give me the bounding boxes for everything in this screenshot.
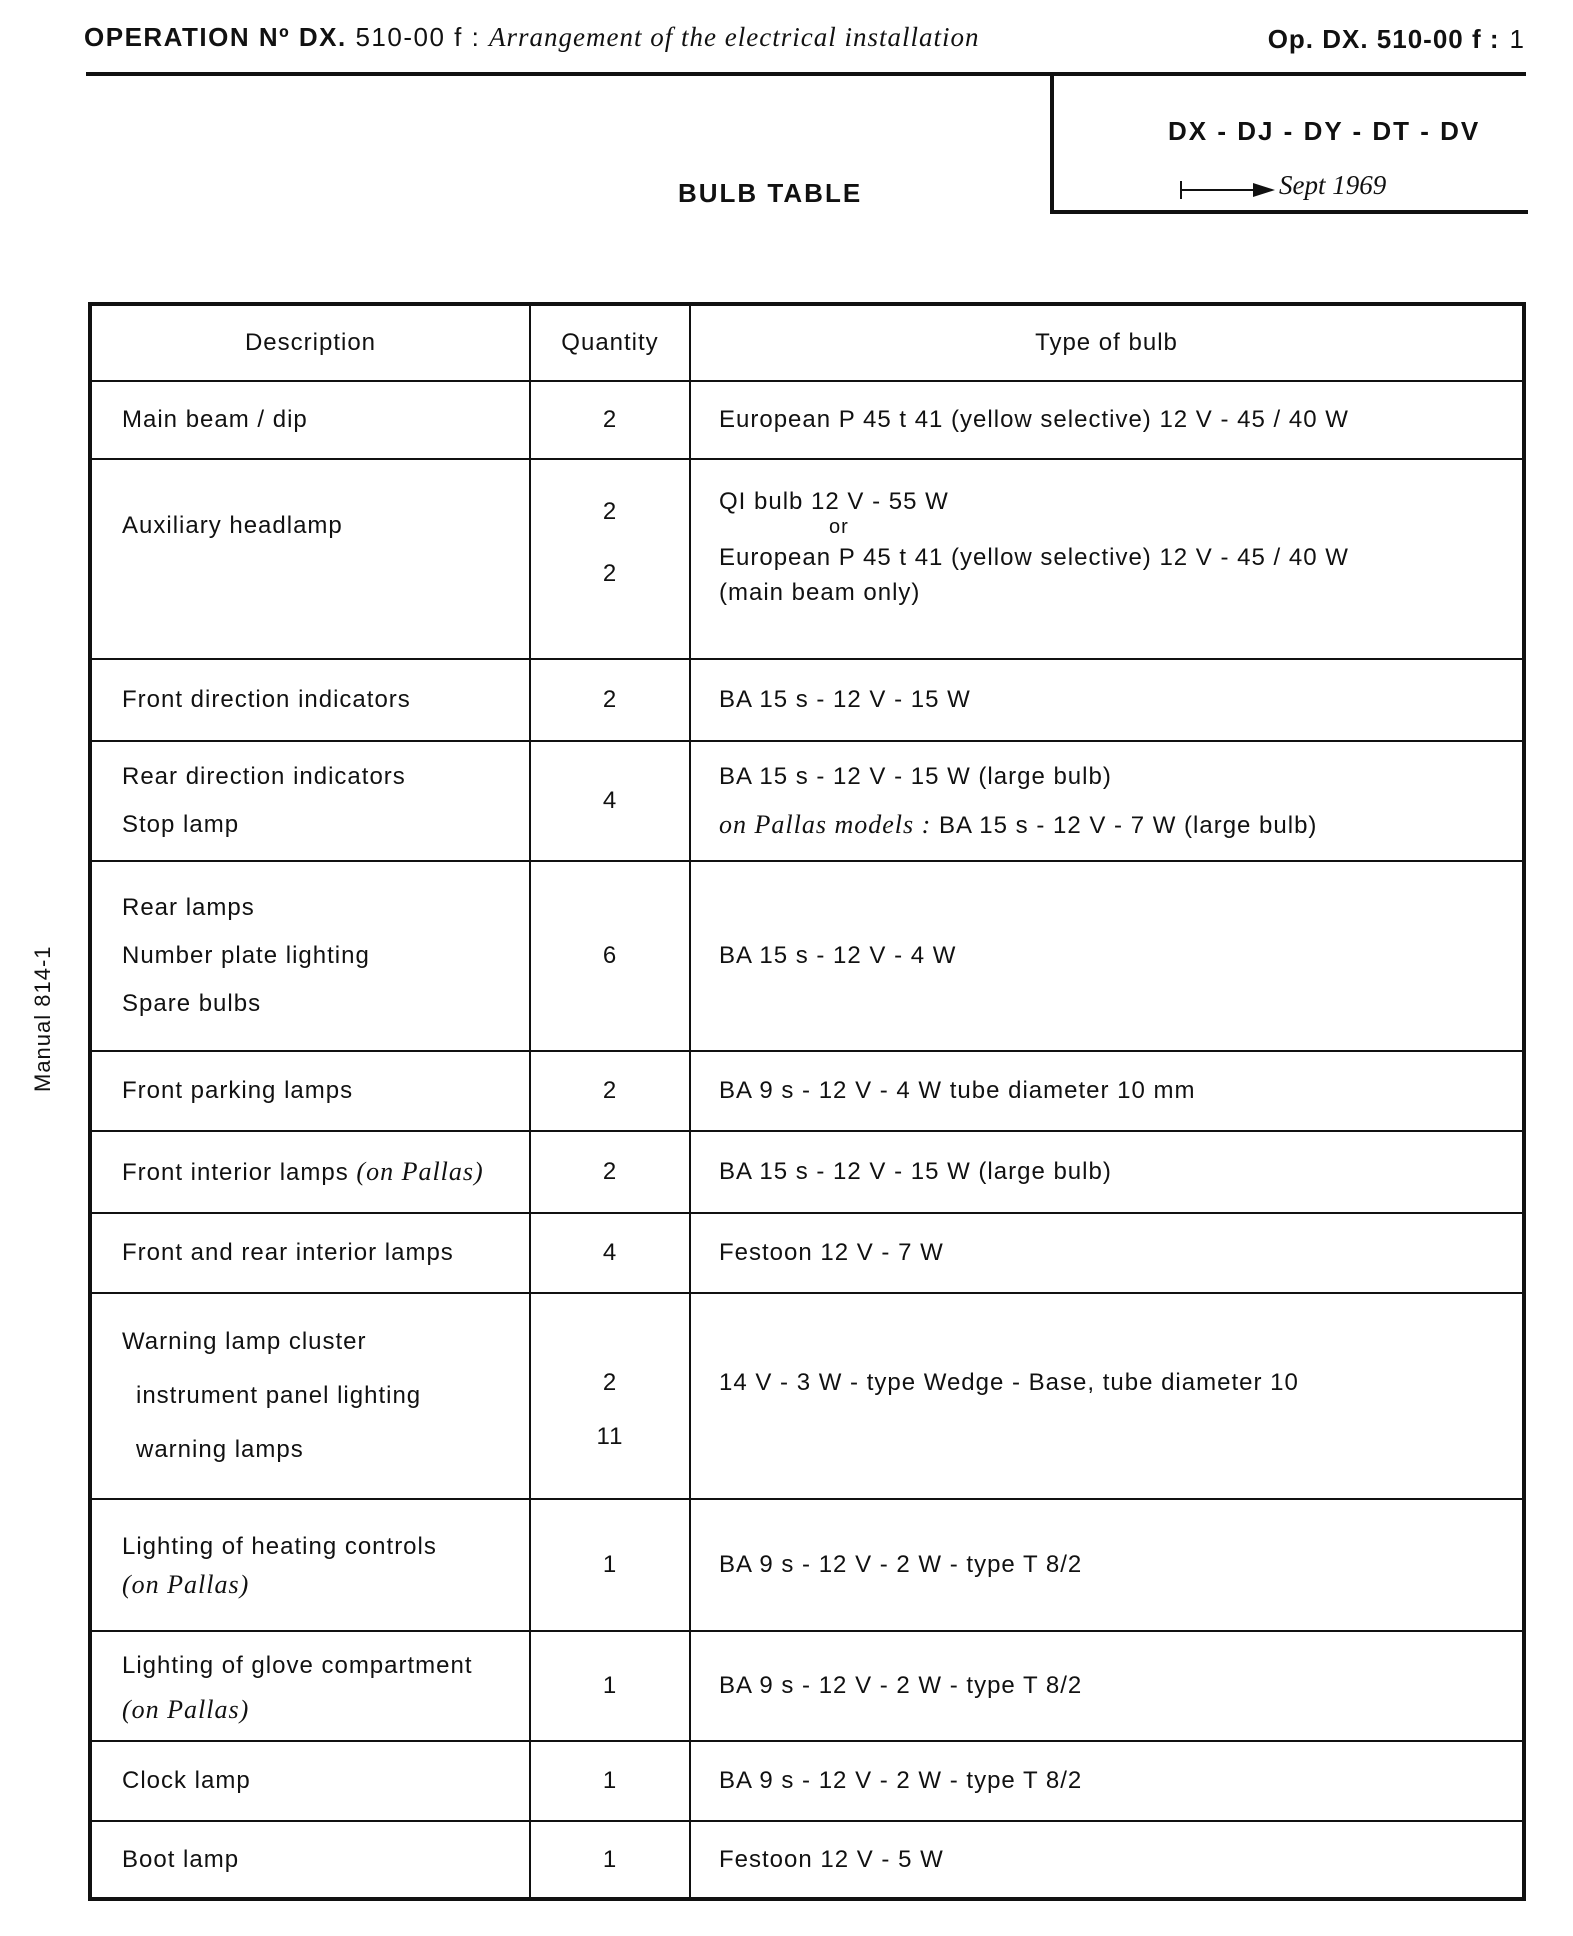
date-applicability [1180, 170, 1386, 201]
models-list: DX - DJ - DY - DT - DV [1168, 116, 1481, 146]
date-text: Sept 1969 [1279, 170, 1387, 200]
bulb-type-cell: BA 15 s - 12 V - 15 W (large bulb) [690, 1131, 1524, 1213]
quantity-cell: 2 11 [530, 1293, 690, 1499]
description-cell: Front interior lamps (on Pallas) [90, 1131, 530, 1213]
bulb-type-cell: BA 9 s - 12 V - 2 W - type T 8/2 [690, 1631, 1524, 1741]
quantity-cell: 2 [530, 381, 690, 459]
side-label: Manual 814-1 [30, 945, 55, 1092]
reference-code: Op. DX. 510-00 f : [1267, 24, 1500, 54]
table-row [90, 659, 1524, 741]
bulb-type-cell: QI bulb 12 V - 55 W or European P 45 t 41 (yellow selective) 12 V - 45 / 40 W (main beam only) [690, 459, 1524, 659]
description-cell: Boot lamp [90, 1821, 530, 1899]
quantity-cell: 6 [530, 861, 690, 1051]
bulb-type-cell: European P 45 t 41 (yellow selective) 12 V - 45 / 40 W [690, 381, 1524, 459]
header-reference [1268, 24, 1525, 55]
operation-title: Arrangement of the electrical installation [489, 22, 980, 52]
table-row [90, 1131, 1524, 1213]
quantity-cell: 4 [530, 741, 690, 861]
bulb-type-cell: 14 V - 3 W - type Wedge - Base, tube diameter 10 [690, 1293, 1524, 1499]
quantity-cell: 4 [530, 1213, 690, 1293]
page-title: BULB TABLE [678, 178, 863, 208]
column-header: Quantity [530, 304, 690, 381]
column-header: Description [90, 304, 530, 381]
description-cell: Front parking lamps [90, 1051, 530, 1131]
bulb-type-cell: BA 9 s - 12 V - 2 W - type T 8/2 [690, 1499, 1524, 1631]
table-row [90, 381, 1524, 459]
bulb-type-cell: BA 15 s - 12 V - 4 W [690, 861, 1524, 1051]
operation-label: OPERATION Nº [84, 22, 291, 52]
description-cell: Rear direction indicators Stop lamp [90, 741, 530, 861]
arrow-right-icon [1180, 181, 1275, 195]
bulb-table [88, 302, 1526, 1901]
description-cell: Warning lamp cluster instrument panel lighting warning lamps [90, 1293, 530, 1499]
bulb-type-cell: BA 9 s - 12 V - 4 W tube diameter 10 mm [690, 1051, 1524, 1131]
table-row [90, 741, 1524, 861]
table-row [90, 1213, 1524, 1293]
operation-number: 510-00 f : [355, 22, 481, 52]
table-row [90, 1051, 1524, 1131]
bulb-type-cell: BA 9 s - 12 V - 2 W - type T 8/2 [690, 1741, 1524, 1821]
table-row [90, 1499, 1524, 1631]
table-row [90, 1631, 1524, 1741]
page-number: 1 [1509, 24, 1525, 54]
operation-code: DX. [298, 22, 347, 52]
quantity-cell: 1 [530, 1631, 690, 1741]
header-operation [84, 22, 979, 53]
description-cell: Rear lamps Number plate lighting Spare bulbs [90, 861, 530, 1051]
description-cell: Front and rear interior lamps [90, 1213, 530, 1293]
description-cell: Lighting of heating controls (on Pallas) [90, 1499, 530, 1631]
bulb-type-cell: BA 15 s - 12 V - 15 W [690, 659, 1524, 741]
column-header: Type of bulb [690, 304, 1524, 381]
description-cell: Lighting of glove compartment (on Pallas) [90, 1631, 530, 1741]
bulb-type-cell: Festoon 12 V - 5 W [690, 1821, 1524, 1899]
table-header-row [90, 304, 1524, 381]
quantity-cell: 1 [530, 1499, 690, 1631]
table-row [90, 1821, 1524, 1899]
description-cell: Auxiliary headlamp [90, 459, 530, 659]
description-cell: Main beam / dip [90, 381, 530, 459]
description-cell: Front direction indicators [90, 659, 530, 741]
quantity-cell: 1 [530, 1741, 690, 1821]
table-row [90, 1293, 1524, 1499]
description-cell: Clock lamp [90, 1741, 530, 1821]
table-row [90, 1741, 1524, 1821]
quantity-cell: 2 [530, 1131, 690, 1213]
quantity-cell: 2 2 [530, 459, 690, 659]
bulb-type-cell: Festoon 12 V - 7 W [690, 1213, 1524, 1293]
table-row [90, 861, 1524, 1051]
quantity-cell: 1 [530, 1821, 690, 1899]
bulb-type-cell: BA 15 s - 12 V - 15 W (large bulb) on Pallas models : BA 15 s - 12 V - 7 W (large bulb) [690, 741, 1524, 861]
quantity-cell: 2 [530, 659, 690, 741]
quantity-cell: 2 [530, 1051, 690, 1131]
table-row [90, 459, 1524, 659]
